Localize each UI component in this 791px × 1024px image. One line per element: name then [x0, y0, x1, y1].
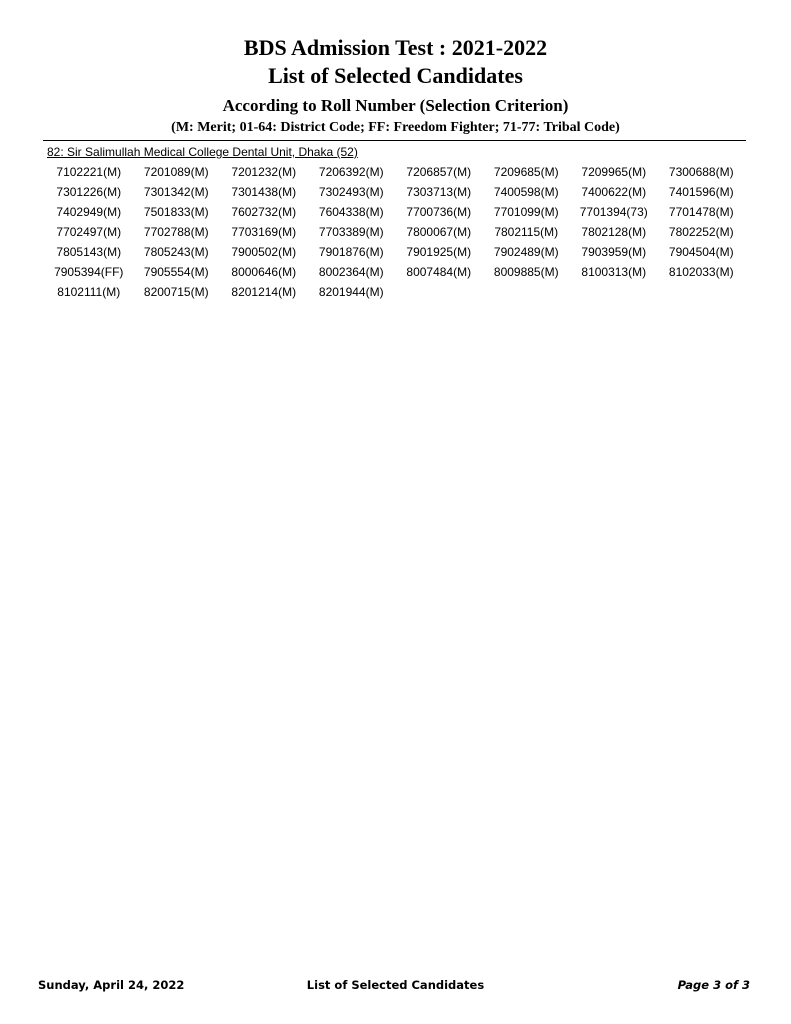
candidate-roll: 7201232(M) — [231, 165, 297, 179]
candidate-roll: 7805243(M) — [143, 245, 209, 259]
candidate-roll: 7209965(M) — [581, 165, 647, 179]
candidate-roll: 7702788(M) — [143, 225, 209, 239]
document-subtitle: List of Selected Candidates — [268, 63, 523, 88]
candidate-roll: 7901876(M) — [318, 245, 384, 259]
footer-doc-title: List of Selected Candidates — [306, 978, 485, 992]
candidate-grid — [45, 162, 745, 302]
candidate-roll: 8102111(M) — [57, 285, 121, 299]
code-legend: (M: Merit; 01-64: District Code; FF: Freedom Fighter; 71-77: Tribal Code) — [171, 120, 620, 135]
candidate-roll: 7701478(M) — [668, 205, 734, 219]
candidate-roll: 8102033(M) — [668, 265, 734, 279]
candidate-roll: 7604338(M) — [318, 205, 384, 219]
candidate-roll: 7206392(M) — [318, 165, 384, 179]
candidate-roll: 7802128(M) — [581, 225, 647, 239]
candidate-roll: 7805143(M) — [56, 245, 122, 259]
candidate-roll: 8201944(M) — [318, 285, 384, 299]
candidate-roll: 8200715(M) — [143, 285, 209, 299]
candidate-roll: 7903959(M) — [581, 245, 647, 259]
candidate-roll: 7301342(M) — [143, 185, 209, 199]
footer-date: Sunday, April 24, 2022 — [38, 978, 185, 992]
footer-page-number: Page 3 of 3 — [677, 978, 750, 992]
candidate-roll: 7303713(M) — [406, 185, 472, 199]
header-divider — [43, 140, 746, 141]
candidate-roll: 7300688(M) — [668, 165, 734, 179]
candidate-roll: 7301438(M) — [231, 185, 297, 199]
candidate-roll: 7102221(M) — [56, 165, 122, 179]
candidate-roll: 7703169(M) — [231, 225, 297, 239]
candidate-roll: 7602732(M) — [231, 205, 297, 219]
candidate-roll: 8100313(M) — [581, 265, 647, 279]
candidate-roll: 7501833(M) — [143, 205, 209, 219]
candidate-roll: 8002364(M) — [318, 265, 384, 279]
candidate-roll: 7700736(M) — [406, 205, 472, 219]
candidate-roll: 7402949(M) — [56, 205, 122, 219]
candidate-roll: 7401596(M) — [668, 185, 734, 199]
candidate-roll: 7206857(M) — [406, 165, 472, 179]
candidate-roll: 8201214(M) — [231, 285, 297, 299]
candidate-roll: 7800067(M) — [406, 225, 472, 239]
selection-criterion: According to Roll Number (Selection Criterion) — [222, 96, 569, 115]
candidate-roll: 7301226(M) — [56, 185, 122, 199]
candidate-roll: 8000646(M) — [231, 265, 297, 279]
candidate-roll: 7702497(M) — [56, 225, 122, 239]
candidate-roll: 7901925(M) — [406, 245, 472, 259]
candidate-roll: 8009885(M) — [493, 265, 559, 279]
candidate-roll: 7905394(FF) — [54, 265, 124, 279]
candidate-roll: 7703389(M) — [318, 225, 384, 239]
candidate-roll: 7302493(M) — [318, 185, 384, 199]
candidate-roll: 7802115(M) — [494, 225, 559, 239]
document-title: BDS Admission Test : 2021-2022 — [243, 35, 548, 60]
candidate-roll: 7209685(M) — [493, 165, 559, 179]
candidate-roll: 7904504(M) — [668, 245, 734, 259]
candidate-roll: 7400622(M) — [581, 185, 647, 199]
candidate-roll: 7701099(M) — [493, 205, 559, 219]
candidate-roll: 7400598(M) — [493, 185, 559, 199]
candidate-roll: 7201089(M) — [143, 165, 209, 179]
candidate-roll: 7900502(M) — [231, 245, 297, 259]
candidate-roll: 7802252(M) — [668, 225, 734, 239]
candidate-roll: 7905554(M) — [143, 265, 209, 279]
candidate-roll: 8007484(M) — [406, 265, 472, 279]
college-heading: 82: Sir Salimullah Medical College Dental Unit, Dhaka (52) — [47, 145, 358, 159]
candidate-roll: 7902489(M) — [493, 245, 559, 259]
candidate-roll: 7701394(73) — [579, 205, 648, 219]
